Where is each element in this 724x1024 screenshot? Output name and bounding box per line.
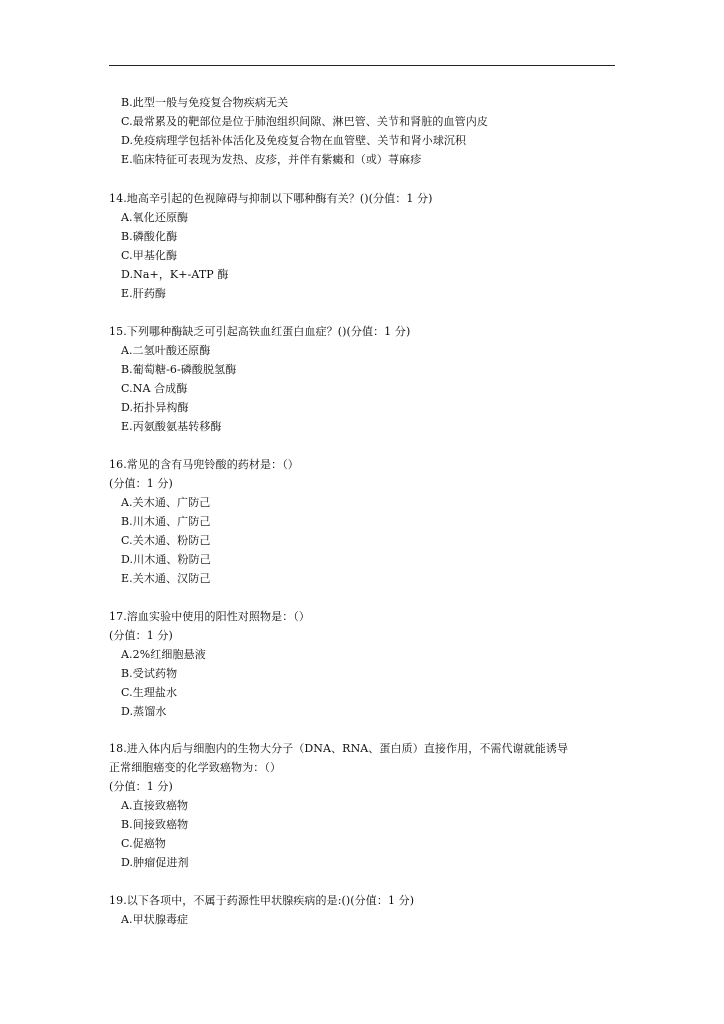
question-17-score: (分值：1 分): [109, 629, 173, 642]
question-17-option-d: D.蒸馏水: [121, 705, 167, 718]
question-15-option-a: A.二氢叶酸还原酶: [121, 344, 211, 357]
question-17-option-c: C.生理盐水: [121, 686, 178, 699]
option-e-prev: E.临床特征可表现为发热、皮疹，并伴有紫癜和（或）荨麻疹: [121, 153, 422, 166]
question-17-option-a: A.2%红细胞悬液: [121, 648, 206, 661]
question-14-option-d: D.Na+，K+-ATP 酶: [121, 268, 229, 281]
question-15-title: 15.下列哪种酶缺乏可引起高铁血红蛋白血症？()(分值：1 分): [109, 325, 411, 338]
question-14-option-c: C.甲基化酶: [121, 249, 178, 262]
question-15-option-c: C.NA 合成酶: [121, 382, 188, 395]
question-16-title: 16.常见的含有马兜铃酸的药材是：（）: [109, 458, 299, 471]
question-14-option-e: E.肝药酶: [121, 287, 167, 300]
option-b-prev: B.此型一般与免疫复合物疾病无关: [121, 96, 289, 109]
question-18-option-d: D.肿瘤促进剂: [121, 856, 189, 869]
question-14-title: 14.地高辛引起的色视障碍与抑制以下哪种酶有关？()(分值：1 分): [109, 192, 433, 205]
question-16-score: (分值：1 分): [109, 477, 173, 490]
question-16-option-d: D.川木通、粉防己: [121, 553, 211, 566]
question-14-option-a: A.氧化还原酶: [121, 211, 189, 224]
option-d-prev: D.免疫病理学包括补体活化及免疫复合物在血管壁、关节和肾小球沉积: [121, 134, 467, 147]
question-16-option-c: C.关木通、粉防己: [121, 534, 211, 547]
question-16-option-e: E.关木通、汉防己: [121, 572, 211, 585]
question-19-title: 19.以下各项中，不属于药源性甲状腺疾病的是:()(分值：1 分): [109, 894, 415, 907]
question-18-option-a: A.直接致癌物: [121, 799, 189, 812]
question-18-option-b: B.间接致癌物: [121, 818, 189, 831]
header-rule: [109, 65, 615, 66]
question-17-title: 17.溶血实验中使用的阳性对照物是：（）: [109, 610, 310, 623]
question-16-option-b: B.川木通、广防己: [121, 515, 211, 528]
option-c-prev: C.最常累及的靶部位是位于肺泡组织间隙、淋巴管、关节和肾脏的血管内皮: [121, 115, 488, 128]
question-18-title-cont: 正常细胞癌变的化学致癌物为：（）: [109, 761, 282, 774]
question-18-option-c: C.促癌物: [121, 837, 167, 850]
question-14-option-b: B.磷酸化酶: [121, 230, 178, 243]
question-18-title: 18.进入体内后与细胞内的生物大分子（DNA、RNA、蛋白质）直接作用，不需代谢就能诱导: [109, 742, 569, 755]
question-16-option-a: A.关木通、广防己: [121, 496, 211, 509]
question-17-option-b: B.受试药物: [121, 667, 178, 680]
question-15-option-e: E.丙氨酸氨基转移酶: [121, 420, 222, 433]
question-19-option-a: A.甲状腺毒症: [121, 913, 189, 926]
question-15-option-b: B.葡萄糖-6-磷酸脱氢酶: [121, 363, 237, 376]
question-18-score: (分值：1 分): [109, 780, 173, 793]
question-15-option-d: D.拓扑异构酶: [121, 401, 189, 414]
